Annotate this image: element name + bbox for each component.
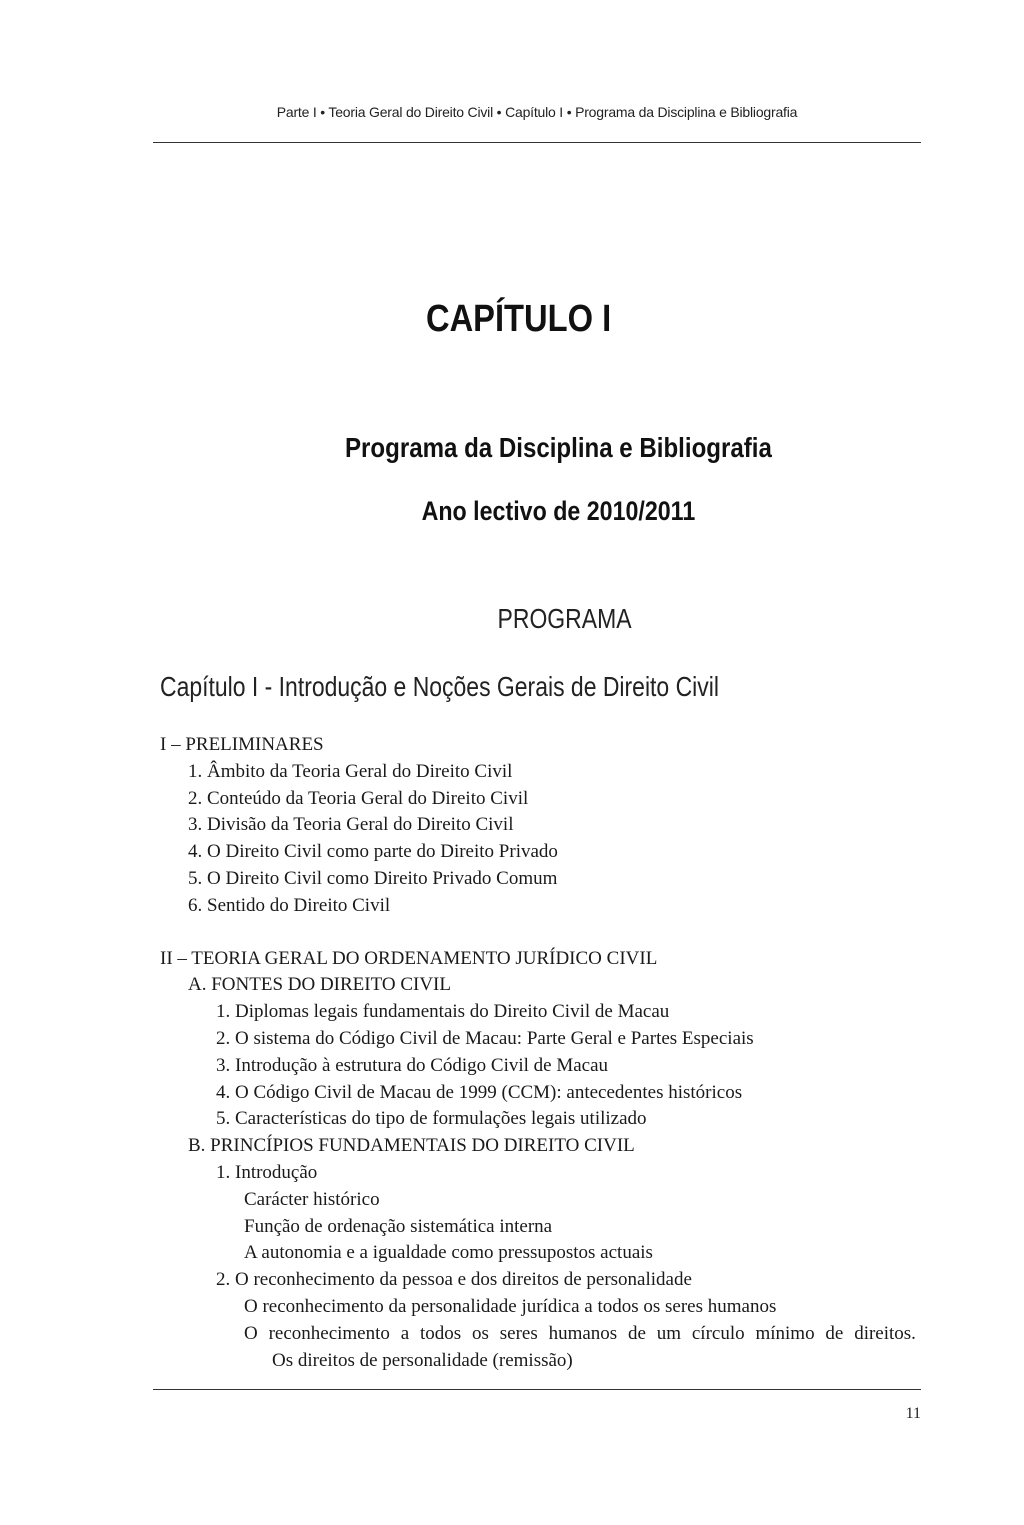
word: mínimo — [755, 1322, 815, 1344]
word: a — [400, 1322, 410, 1344]
list-item: 1. Âmbito da Teoria Geral do Direito Civil — [188, 760, 513, 782]
word: O — [244, 1322, 258, 1344]
word: os — [472, 1322, 489, 1344]
list-item: 2. O reconhecimento da pessoa e dos direitos de personalidade — [216, 1269, 692, 1291]
word: círculo — [691, 1322, 745, 1344]
list-item: 5. Características do tipo de formulações legais utilizado — [216, 1108, 647, 1130]
word: um — [656, 1322, 682, 1344]
justified-text — [244, 1321, 916, 1348]
section-title: A. FONTES DO DIREITO CIVIL — [188, 974, 451, 996]
list-item: 3. Divisão da Teoria Geral do Direito Civil — [188, 814, 514, 836]
list-item: 4. O Código Civil de Macau de 1999 (CCM): antecedentes históricos — [216, 1081, 743, 1103]
sub-item: Função de ordenação sistemática interna — [244, 1215, 553, 1237]
list-item: 1. Diplomas legais fundamentais do Direito Civil de Macau — [216, 1001, 670, 1023]
sub-item-justified — [160, 1321, 920, 1348]
section-heading: PROGRAMA — [497, 603, 632, 634]
program-outline — [160, 732, 920, 1374]
section-title: B. PRINCÍPIOS FUNDAMENTAIS DO DIREITO CIVIL — [188, 1135, 635, 1157]
academic-year: Ano lectivo de 2010/2011 — [421, 496, 696, 526]
page-number: 11 — [905, 1405, 921, 1422]
word: humanos — [548, 1322, 618, 1344]
sub-item: A autonomia e a igualdade como pressupostos actuais — [244, 1242, 653, 1264]
word: de — [628, 1322, 646, 1344]
word: reconhecimento — [268, 1322, 390, 1344]
word: direitos. — [854, 1322, 916, 1344]
word: todos — [420, 1322, 462, 1344]
list-item: 2. Conteúdo da Teoria Geral do Direito Civil — [188, 787, 529, 809]
chapter-heading: CAPÍTULO I — [425, 298, 612, 340]
part-title: I – PRELIMINARES — [160, 734, 324, 755]
list-item: 4. O Direito Civil como parte do Direito Privado — [188, 841, 558, 863]
sub-item: O reconhecimento da personalidade jurídica a todos os seres humanos — [244, 1295, 777, 1317]
list-item: 3. Introdução à estrutura do Código Civil de Macau — [216, 1054, 609, 1076]
list-item: 1. Introdução — [216, 1161, 318, 1183]
chapter-title: Capítulo I - Introdução e Noções Gerais de Direito Civil — [160, 671, 719, 702]
part-title: II – TEORIA GERAL DO ORDENAMENTO JURÍDICO CIVIL — [160, 947, 658, 969]
word: de — [825, 1322, 844, 1344]
sub-item: Carácter histórico — [244, 1188, 380, 1210]
footer-rule — [153, 1389, 921, 1390]
list-item: 2. O sistema do Código Civil de Macau: Parte Geral e Partes Especiais — [216, 1027, 754, 1049]
word: seres — [499, 1322, 538, 1344]
list-item: 6. Sentido do Direito Civil — [188, 894, 391, 916]
chapter-subtitle: Programa da Disciplina e Bibliografia — [344, 432, 772, 463]
header-rule — [153, 142, 921, 143]
list-item: 5. O Direito Civil como Direito Privado Comum — [188, 867, 558, 889]
running-head: Parte I • Teoria Geral do Direito Civil • Capítulo I • Programa da Disciplina e Bibliografia — [276, 104, 798, 120]
sub-item: Os direitos de personalidade (remissão) — [272, 1349, 573, 1371]
